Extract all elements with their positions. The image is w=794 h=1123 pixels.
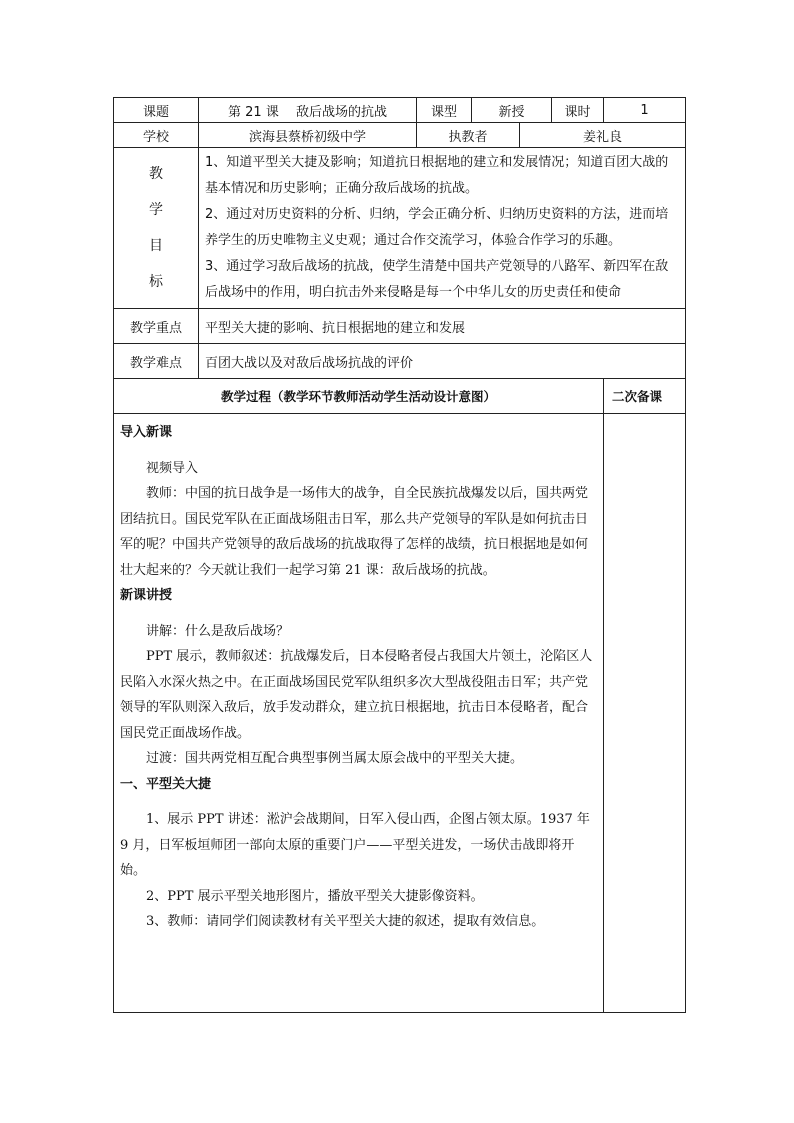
lesson-paragraph: 过渡：国共两党相互配合典型事例当属太原会战中的平型关大捷。 (146, 751, 524, 766)
key-points-value: 平型关大捷的影响、抗日根据地的建立和发展 (199, 309, 686, 344)
header-row-1 (114, 98, 686, 123)
process-body-row (114, 414, 686, 1013)
header-row-2 (114, 123, 686, 148)
section-1-heading: 一、平型关大捷 (120, 776, 212, 792)
section-1-paragraph: 2、PPT 展示平型关地形图片，播放平型关大捷影像资料。 (146, 888, 484, 904)
difficulties-row (114, 344, 686, 379)
process-header-row (114, 379, 686, 414)
difficulties-label: 教学难点 (114, 344, 199, 379)
lesson-plan-table (113, 97, 686, 1013)
process-body (114, 414, 604, 1013)
secondary-prep-cell (604, 414, 686, 1013)
section-1-paragraph: 3、教师：请同学们阅读教材有关平型关大捷的叙述，提取有效信息。 (146, 914, 545, 929)
school-label: 学校 (114, 123, 199, 148)
type-label: 课型 (417, 98, 472, 123)
lesson-paragraph: 讲解：什么是敌后战场？ (146, 623, 290, 639)
lesson-paragraph: PPT 展示，教师叙述：抗战爆发后，日本侵略者侵占我国大片领土，沦陷区人民陷入水深火热之中。在正面战场国民党军队组织多次大型战役阻击日军；共产党领导的军队则深入敌后，放手发动群众，建立抗日根据地，抗击日本侵略者，配合国民党正面战场作战。 (120, 649, 593, 741)
objectives-label-char: 教 (149, 166, 163, 182)
objective-item: 1、知道平型关大捷及影响；知道抗日根据地的建立和发展情况；知道百团大战的基本情况和历史影响；正确分敌后战场的抗战。 (205, 155, 669, 196)
process-title: 教学过程（教学环节教师活动学生活动设计意图） (114, 379, 604, 414)
topic-label: 课题 (114, 98, 199, 123)
teacher-label: 执教者 (417, 123, 520, 148)
objectives-label-char: 标 (149, 274, 163, 290)
new-lesson-heading: 新课讲授 (120, 588, 173, 603)
objectives-label (114, 148, 199, 309)
type-value: 新授 (472, 98, 552, 123)
hours-label: 课时 (552, 98, 604, 123)
objectives-text (199, 148, 686, 309)
objective-item: 3、通过学习敌后战场的抗战，使学生清楚中国共产党领导的八路军、新四军在敌后战场中的作用，明白抗击外来侵略是每一个中华儿女的历史责任和使命 (205, 259, 669, 300)
objective-item: 2、通过对历史资料的分析、归纳，学会正确分析、归纳历史资料的方法，进而培养学生的历史唯物主义史观；通过合作交流学习，体验合作学习的乐趣。 (205, 207, 669, 248)
intro-paragraph: 教师：中国的抗日战争是一场伟大的战争，自全民族抗战爆发以后，国共两党团结抗日。国民党军队在正面战场阻击日军，那么共产党领导的军队是如何抗击日军的呢？中国共产党领导的敌后战场的抗战取得了怎样的战绩，抗日根据地是如何壮大起来的？今天就让我们一起学习第 21 课：敌后战场的抗战。 (120, 486, 589, 578)
key-points-row (114, 309, 686, 344)
intro-heading: 导入新课 (120, 425, 173, 440)
objectives-label-char: 目 (149, 238, 163, 254)
intro-paragraph: 视频导入 (146, 460, 199, 476)
school-value: 滨海县蔡桥初级中学 (199, 123, 417, 148)
hours-value: 1 (604, 98, 686, 123)
objectives-row (114, 148, 686, 309)
topic-value: 第 21 课 敌后战场的抗战 (199, 98, 417, 123)
objectives-label-char: 学 (149, 202, 163, 218)
difficulties-value: 百团大战以及对敌后战场抗战的评价 (199, 344, 686, 379)
section-1-paragraph: 1、展示 PPT 讲述：淞沪会战期间，日军入侵山西，企图占领太原。1937 年 9 月，日军板垣师团一部向太原的重要门户——平型关进发，一场伏击战即将开始。 (120, 812, 590, 878)
key-points-label: 教学重点 (114, 309, 199, 344)
secondary-prep-title: 二次备课 (604, 379, 686, 414)
teacher-value: 姜礼良 (520, 123, 686, 148)
